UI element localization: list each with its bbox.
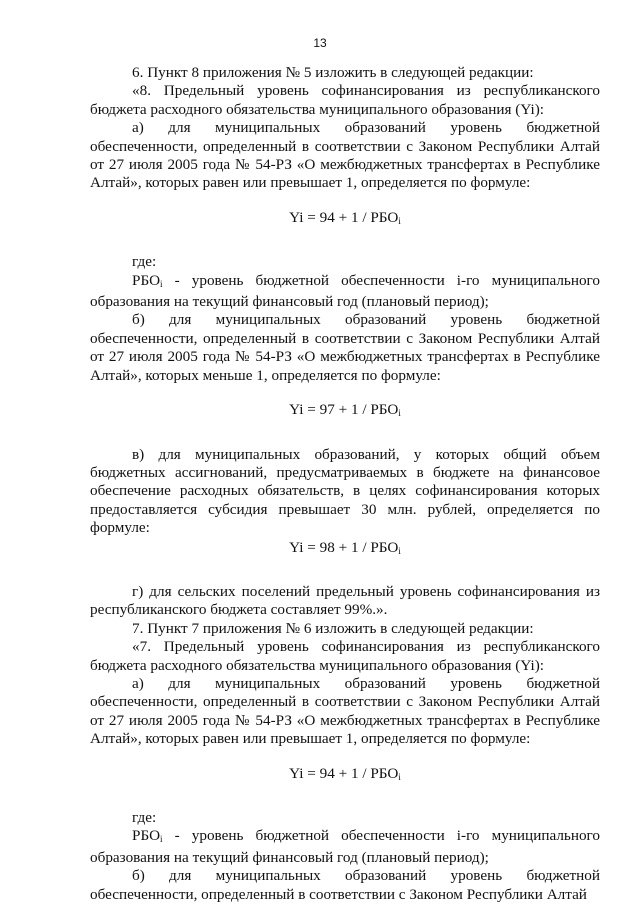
rbo-definition-1: РБОi - уровень бюджетной обеспеченности i-го муниципального образования на текущий финансовый год (плановый период); xyxy=(90,271,600,311)
paragraph-7: 7. Пункт 7 приложения № 6 изложить в следующей редакции: xyxy=(132,619,534,637)
paragraph-8a: а) для муниципальных образований уровень бюджетной обеспеченности, определенный в соответствии с Законом Республики Алтай от 27 июля 2005 года № 54-РЗ «О межбюджетных трансфертах в Республике Алтай», которых равен или превышает 1, определяется по формуле: xyxy=(90,119,600,192)
where-label-1: где: xyxy=(132,253,157,271)
formula-2: Yi = 97 + 1 / РБОi xyxy=(289,401,401,419)
paragraph-8g: г) для сельских поселений предельный уровень софинансирования из республиканского бюджета составляет 99%.». xyxy=(90,582,600,619)
paragraph-8-intro: «8. Предельный уровень софинансирования из республиканского бюджета расходного обязательства муниципального образования (Yi): xyxy=(90,82,600,118)
document-body xyxy=(90,64,600,904)
formula-1: Yi = 94 + 1 / РБОi xyxy=(289,208,401,226)
rbo-definition-2: РБОi - уровень бюджетной обеспеченности i-го муниципального образования на текущий финансовый год (плановый период); xyxy=(90,827,600,866)
page-number: 13 xyxy=(313,36,327,50)
paragraph-7b: б) для муниципальных образований уровень бюджетной обеспеченности, определенный в соответствии с Законом Республики Алтай xyxy=(90,867,600,903)
paragraph-8v: в) для муниципальных образований, у которых общий объем бюджетных ассигнований, предусматриваемых в бюджете на финансовое обеспечение расходных обязательств, в целях софинансирования которых предоставляется субсидия превышает 30 млн. рублей, определяется по формуле: xyxy=(90,445,600,537)
where-label-2: где: xyxy=(132,809,157,826)
paragraph-6: 6. Пункт 8 приложения № 5 изложить в следующей редакции: xyxy=(132,64,534,81)
paragraph-8b: б) для муниципальных образований уровень бюджетной обеспеченности, определенный в соответствии с Законом Республики Алтай от 27 июля 2005 года № 54-РЗ «О межбюджетных трансфертах в Республике Алтай», которых меньше 1, определяется по формуле: xyxy=(90,311,600,384)
paragraph-7-intro: «7. Предельный уровень софинансирования из республиканского бюджета расходного обязательства муниципального образования (Yi): xyxy=(90,638,600,674)
paragraph-7a: а) для муниципальных образований уровень бюджетной обеспеченности, определенный в соответствии с Законом Республики Алтай от 27 июля 2005 года № 54-РЗ «О межбюджетных трансфертах в Республике Алтай», которых равен или превышает 1, определяется по формуле: xyxy=(90,674,600,748)
formula-3: Yi = 98 + 1 / РБОi xyxy=(289,538,401,556)
formula-4: Yi = 94 + 1 / РБОi xyxy=(289,764,401,782)
